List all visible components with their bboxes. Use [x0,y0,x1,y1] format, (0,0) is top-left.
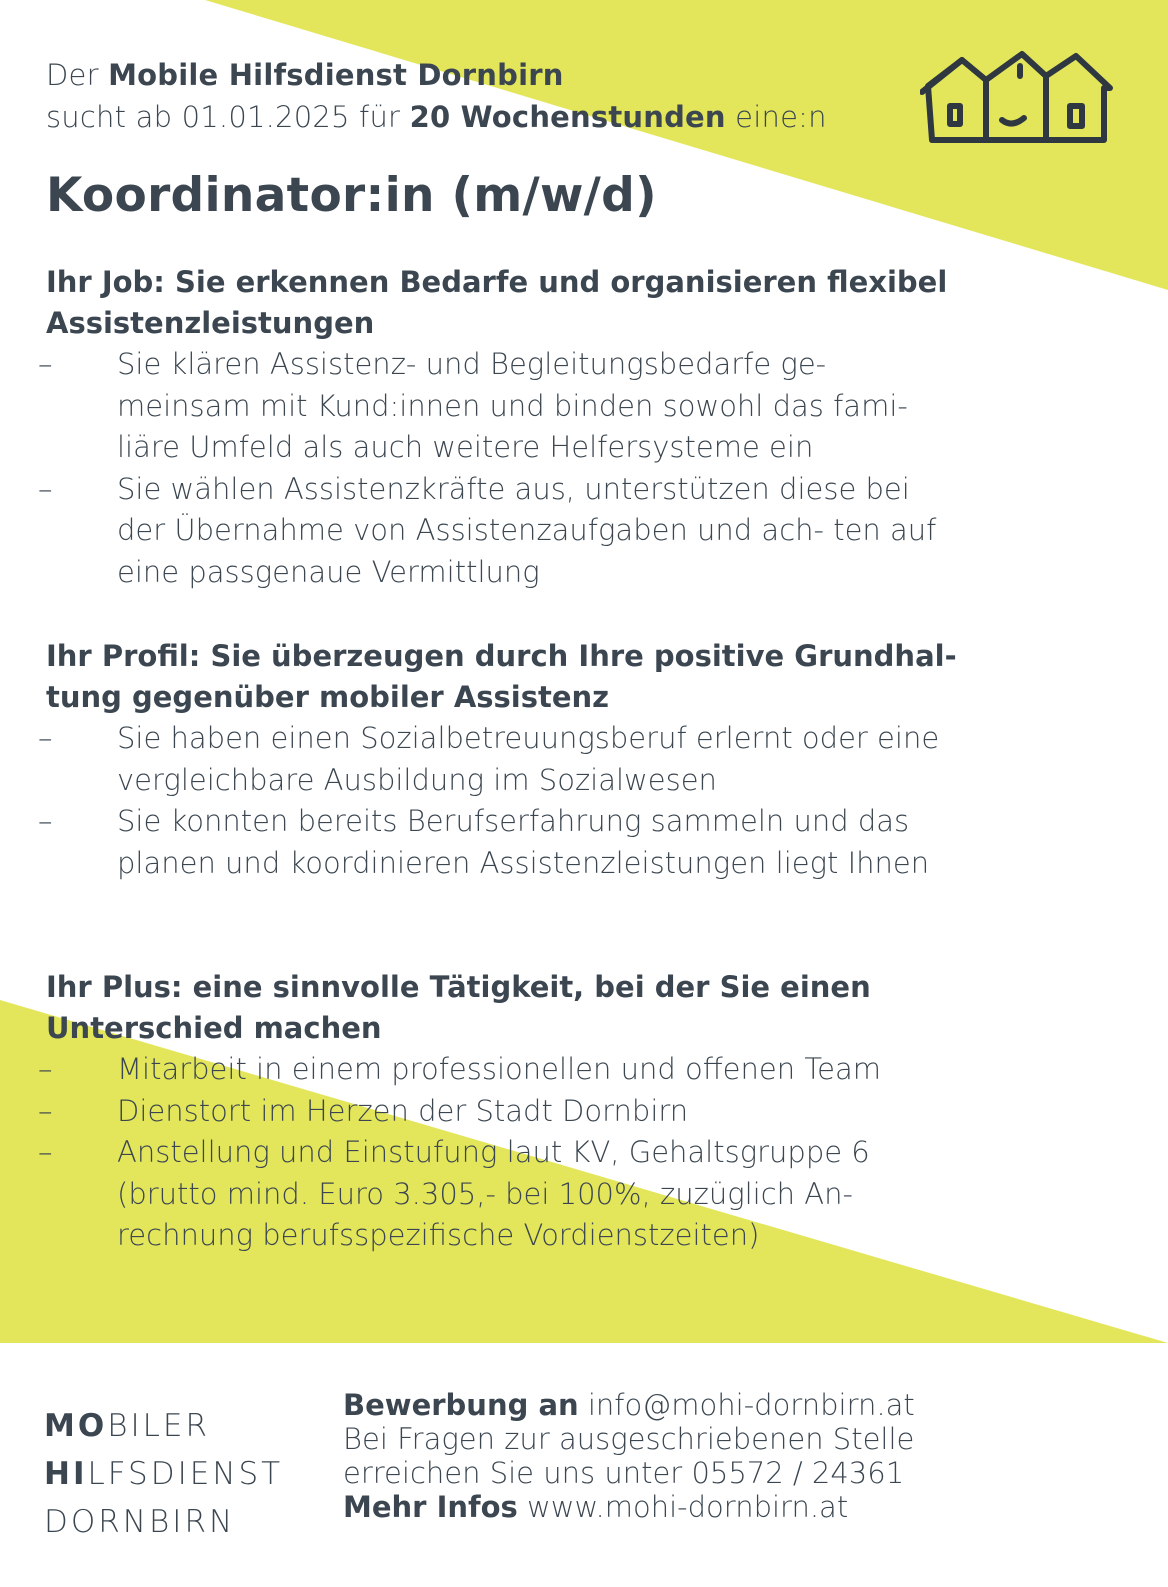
intro-line2-b: eine:n [725,100,827,134]
list-item [0,1049,967,1091]
logo-text-bold: MO [44,1408,108,1444]
logo-text: LFSDIENST [87,1456,284,1492]
intro-text [46,54,827,138]
intro-line2-a: sucht ab 01.01.2025 für [46,100,410,134]
list-item-text: Sie haben einen Sozialbetreuungsberuf erlernt oder eine vergleichbare Ausbildung im Sozialwesen [117,721,940,797]
questions-line-1: Bei Fragen zur ausgeschriebenen Stelle [343,1422,915,1456]
footer-logo [44,1402,283,1546]
contact-info [343,1388,915,1524]
more-info-label: Mehr Infos [343,1490,518,1524]
bullet-dash: – [38,1135,53,1169]
apply-label: Bewerbung an [343,1388,579,1422]
bullet-dash: – [38,804,53,838]
list-item-text: Mitarbeit in einem professionellen und offenen Team [117,1052,881,1086]
houses-icon [920,48,1115,148]
bullet-dash: – [38,347,53,381]
section-heading: Ihr Profil: Sie überzeugen durch Ihre positive Grundhal- tung gegenüber mobiler Assistenz [46,639,957,714]
list-item [0,718,967,801]
logo-text: DORNBIRN [44,1504,236,1540]
hours: 20 Wochenstunden [409,100,726,134]
section-heading: Ihr Plus: eine sinnvolle Tätigkeit, bei der Sie einen Unterschied machen [46,970,871,1045]
apply-email-link[interactable]: info@mohi-dornbirn.at [578,1388,915,1422]
logo-text-bold: HI [44,1456,88,1492]
job-title: Koordinator:in (m/w/d) [46,168,657,223]
logo-text: BILER [107,1408,211,1444]
section-profile [0,636,1000,884]
list-item-text: Sie wählen Assistenzkräfte aus, unterstützen diese bei der Übernahme von Assistenzaufgaben und ach- ten auf eine passgenaue Vermittlung [117,471,937,589]
list-item [0,1132,967,1257]
list-item [0,801,967,884]
bullet-dash: – [38,1093,53,1128]
list-item-text: Sie klären Assistenz- und Begleitungsbedarfe ge- meinsam mit Kund:innen und binden sowohl das fami- liäre Umfeld als auch weitere Helfersysteme ein [117,347,908,464]
list-item [0,1091,967,1133]
website-link[interactable]: www.mohi-dornbirn.at [517,1490,849,1524]
questions-line-2: erreichen Sie uns unter 05572 / 24361 [343,1456,905,1490]
bullet-dash: – [38,721,53,755]
org-name: Mobile Hilfsdienst Dornbirn [108,58,564,92]
list-item-text: Anstellung und Einstufung laut KV, Gehaltsgruppe 6 (brutto mind. Euro 3.305,- bei 100%, zuzüglich An- rechnung berufsspezifische Vordienstzeiten) [117,1135,870,1252]
list-item-text: Dienstort im Herzen der Stadt Dornbirn [117,1093,689,1128]
section-plus [0,967,1000,1257]
intro-prefix: Der [46,58,109,92]
bullet-dash: – [38,1052,53,1086]
list-item-text: Sie konnten bereits Berufserfahrung sammeln und das planen und koordinieren Assistenzleistungen liegt Ihnen [117,804,930,880]
bullet-dash: – [38,471,53,506]
section-heading: Ihr Job: Sie erkennen Bedarfe und organisieren flexibel Assistenzleistungen [46,265,948,340]
section-job [0,262,1000,593]
list-item [0,469,967,594]
list-item [0,344,967,469]
